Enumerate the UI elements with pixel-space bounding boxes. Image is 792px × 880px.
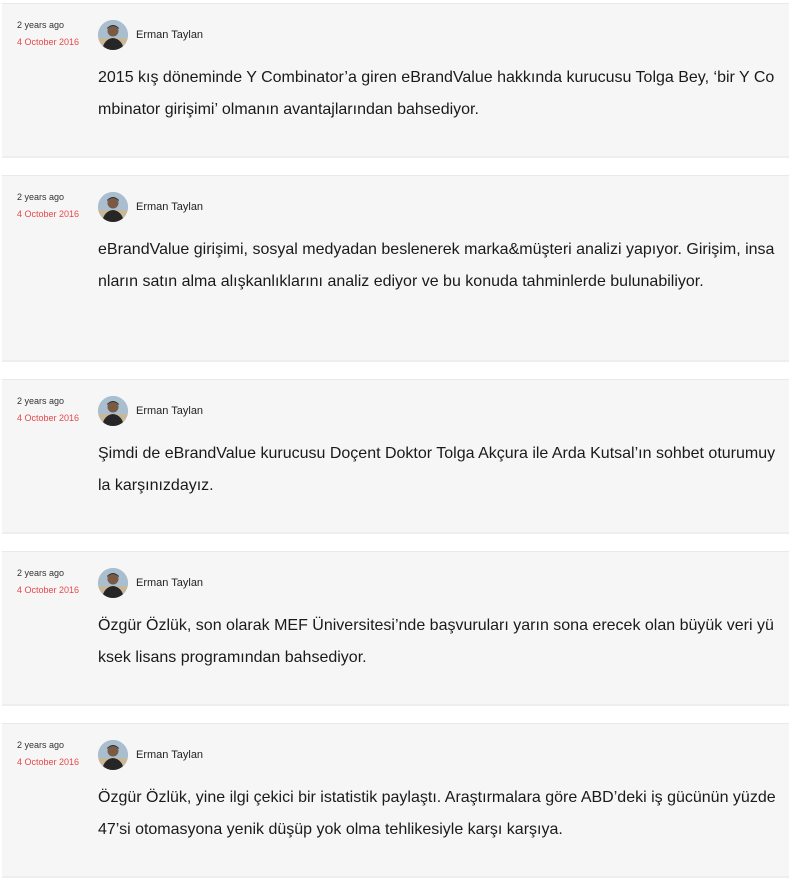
post-time-ago: 2 years ago	[17, 568, 65, 578]
post-author[interactable]	[98, 396, 203, 426]
feed-post	[2, 551, 789, 706]
post-time-ago: 2 years ago	[17, 740, 65, 750]
post-date: 4 October 2016	[17, 585, 80, 595]
post-time-ago: 2 years ago	[17, 396, 65, 406]
person-avatar-icon	[98, 396, 128, 426]
post-meta	[17, 395, 97, 424]
post-meta	[17, 739, 97, 768]
post-meta	[17, 19, 97, 48]
post-text: eBrandValue girişimi, sosyal medyadan beslenerek marka&müşteri analizi yapıyor. Girişim, insanların satın alma alışkanlıklarını analiz ediyor ve bu konuda tahminlerde bulunabiliyor.	[98, 241, 775, 290]
author-name[interactable]: Erman Taylan	[136, 405, 204, 417]
post-meta	[17, 191, 97, 220]
avatar[interactable]	[98, 192, 128, 222]
post-meta	[17, 567, 97, 596]
post-date: 4 October 2016	[17, 209, 80, 219]
post-time-ago: 2 years ago	[17, 192, 65, 202]
author-name[interactable]: Erman Taylan	[136, 29, 204, 41]
post-date: 4 October 2016	[17, 757, 80, 767]
person-avatar-icon	[98, 192, 128, 222]
post-time-ago: 2 years ago	[17, 20, 65, 30]
author-name[interactable]: Erman Taylan	[136, 577, 204, 589]
post-date: 4 October 2016	[17, 37, 80, 47]
feed-post	[2, 175, 789, 362]
post-text: Şimdi de eBrandValue kurucusu Doçent Doktor Tolga Akçura ile Arda Kutsal’ın sohbet oturumuyla karşınızdayız.	[98, 445, 776, 494]
post-text: 2015 kış döneminde Y Combinator’a giren eBrandValue hakkında kurucusu Tolga Bey, ‘bir Y Combinator girişimi’ olmanın avantajlarından bahsediyor.	[98, 69, 775, 118]
avatar[interactable]	[98, 740, 128, 770]
person-avatar-icon	[98, 568, 128, 598]
avatar[interactable]	[98, 568, 128, 598]
person-avatar-icon	[98, 740, 128, 770]
feed-post	[2, 723, 789, 878]
feed-post	[2, 379, 789, 534]
post-text: Özgür Özlük, son olarak MEF Üniversitesi’nde başvuruları yarın sona erecek olan büyük veri yüksek lisans programından bahsediyor.	[98, 617, 774, 666]
author-name[interactable]: Erman Taylan	[136, 749, 204, 761]
post-text: Özgür Özlük, yine ilgi çekici bir istatistik paylaştı. Araştırmalara göre ABD’deki iş gücünün yüzde 47’si otomasyona yenik düşüp yok olma tehlikesiyle karşı karşıya.	[98, 789, 776, 838]
feed-post	[2, 3, 789, 158]
avatar[interactable]	[98, 20, 128, 50]
post-author[interactable]	[98, 740, 203, 770]
person-avatar-icon	[98, 20, 128, 50]
avatar[interactable]	[98, 396, 128, 426]
post-author[interactable]	[98, 192, 203, 222]
post-date: 4 October 2016	[17, 413, 80, 423]
post-author[interactable]	[98, 568, 203, 598]
author-name[interactable]: Erman Taylan	[136, 201, 204, 213]
post-author[interactable]	[98, 20, 203, 50]
